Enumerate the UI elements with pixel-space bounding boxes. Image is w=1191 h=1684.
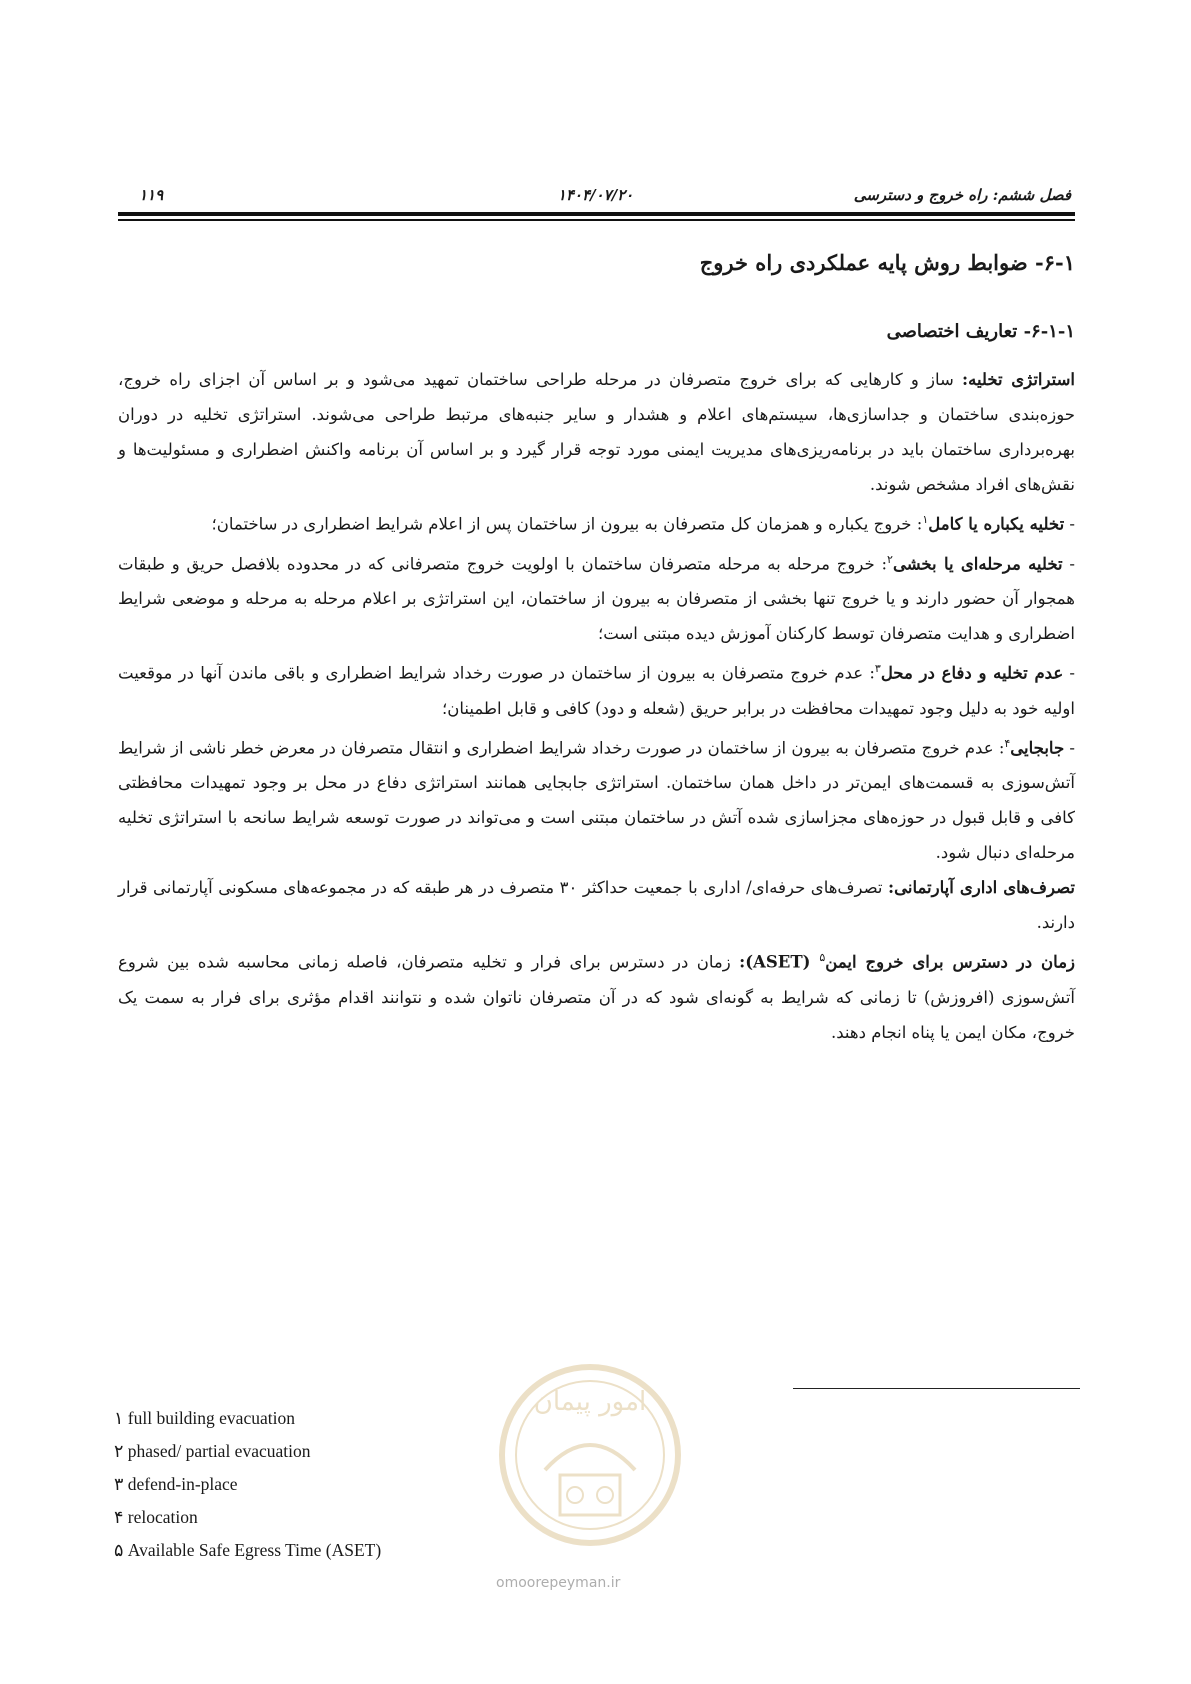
footnote-ref[interactable]: ۳ bbox=[874, 662, 881, 675]
footnote-ref[interactable]: ۴ bbox=[1004, 736, 1011, 750]
chapter-title: فصل ششم: راه خروج و دسترسی bbox=[853, 186, 1071, 204]
footnote-item: ۲ phased/ partial evacuation bbox=[114, 1441, 311, 1461]
footnote-ref[interactable]: ۱ bbox=[922, 513, 929, 526]
term-full-evacuation: تخلیه یکباره یا کامل bbox=[928, 514, 1065, 534]
list-item bbox=[118, 726, 1075, 871]
term-apartment-office: تصرف‌های اداری آپارتمانی: bbox=[888, 878, 1075, 897]
definition-text: : خروج یکباره و همزمان کل متصرفان به بیرون از ساختمان پس از اعلام شرایط اضطراری در ساختمان؛ bbox=[211, 514, 923, 534]
list-dash: - bbox=[1063, 663, 1075, 683]
footnote-item: ۵ Available Safe Egress Time (ASET) bbox=[114, 1540, 382, 1560]
aset-abbreviation: (ASET): bbox=[739, 952, 820, 972]
footnote-ref[interactable]: ۵ bbox=[819, 951, 826, 964]
list-item bbox=[118, 502, 1075, 542]
definition-text: تصرف‌های حرفه‌ای/ اداری با جمعیت حداکثر ۳۰ متصرف در هر طبقه که در مجموعه‌های مسکونی آپارتمانی قرار دارند. bbox=[118, 878, 1075, 932]
paragraph-apartment-office bbox=[118, 870, 1075, 940]
footnotes bbox=[114, 1402, 714, 1567]
page-number: ۱۱۹ bbox=[139, 186, 164, 204]
header-rule-thin bbox=[118, 219, 1075, 221]
definition-text: زمان در دسترس برای فرار و تخلیه متصرفان، فاصله زمانی محاسبه شده بین شروع آتش‌سوزی (افروزش) تا زمانی که شرایط به گونه‌ای شود که در آن متصرفان ناتوان شده و نتوانند اقدام مؤثری برای فرار به سمت یک خروج، مکان ایمن یا پناه انجام دهند. bbox=[118, 952, 1075, 1042]
term-phased-evacuation: تخلیه مرحله‌ای یا بخشی bbox=[892, 554, 1063, 573]
term-relocation: جابجایی bbox=[1010, 738, 1065, 757]
footnote-separator bbox=[793, 1388, 1080, 1389]
list-dash: - bbox=[1064, 738, 1075, 757]
paragraph-aset bbox=[118, 940, 1075, 1050]
header-rule-thick bbox=[118, 212, 1075, 216]
section-title: ۶-۱- ضوابط روش پایه عملکردی راه خروج bbox=[699, 250, 1075, 275]
term-evacuation-strategy: استراتژی تخلیه: bbox=[962, 370, 1076, 389]
watermark-url: omoorepeyman.ir bbox=[496, 1575, 621, 1591]
list-dash: - bbox=[1064, 514, 1075, 534]
page-header bbox=[120, 186, 1071, 208]
term-defend-in-place: عدم تخلیه و دفاع در محل bbox=[880, 663, 1064, 683]
subsection-title: ۶-۱-۱- تعاریف اختصاصی bbox=[886, 321, 1075, 342]
term-aset: زمان در دسترس برای خروج ایمن bbox=[825, 952, 1075, 972]
footnote-item: ۴ relocation bbox=[114, 1507, 198, 1527]
definition-text: ساز و کارهایی که برای خروج متصرفان در مرحله طراحی ساختمان تمهید می‌شود و بر اساس آن اجزای راه خروج، حوزه‌بندی ساختمان و جداسازی‌ها، سیستم‌های اعلام و هشدار و سایر جنبه‌های مرتبط طراحی می‌شوند. استراتژی تخلیه در دوران بهره‌برداری ساختمان باید در برنامه‌ریزی‌های مدیریت ایمنی مورد توجه قرار گیرد و بر اساس آن برنامه واکنش اضطراری و مسئولیت‌ها و نقش‌های افراد مشخص شوند. bbox=[118, 370, 1075, 494]
definition-text: : خروج مرحله به مرحله متصرفان ساختمان با اولویت خروج متصرفانی که در محدوده بلافصل حریق و طبقات همجوار آن حضور دارند و یا خروج تنها بخشی از متصرفان به بیرون از ساختمان، این استراتژی بر اعلام مرحله به مرحله و موضعی شرایط اضطراری و هدایت متصرفان توسط کارکنان آموزش دیده مبتنی است؛ bbox=[118, 554, 1075, 643]
footnote-ref[interactable]: ۲ bbox=[887, 552, 893, 566]
paragraph-evacuation-strategy bbox=[118, 362, 1075, 502]
definition-text: : عدم خروج متصرفان به بیرون از ساختمان در صورت رخداد شرایط اضطراری و انتقال متصرفان در معرض خطر ناشی از شرایط آتش‌سوزی به قسمت‌های ایمن‌تر در داخل همان ساختمان. استراتژی جابجایی همانند استراتژی دفاع در محل بر وجود تمهیدات محافظتی کافی و قابل قبول در حوزه‌های مجزاسازی شده آتش در ساختمان مبتنی است و می‌تواند در صورت توسعه شرایط سانحه با استراتژی تخلیه مرحله‌ای دنبال شود. bbox=[118, 738, 1075, 862]
footnote-item: ۱ full building evacuation bbox=[114, 1408, 295, 1428]
definition-text: : عدم خروج متصرفان به بیرون از ساختمان در صورت رخداد شرایط اضطراری و باقی ماندن آنها در موقعیت اولیه خود به دلیل وجود تمهیدات محافظت در برابر حریق (شعله و دود) کافی و قابل اطمینان؛ bbox=[118, 663, 1075, 718]
header-date: ۱۴۰۴/۰۷/۲۰ bbox=[557, 186, 634, 204]
main-content bbox=[118, 250, 1075, 1050]
list-dash: - bbox=[1062, 554, 1075, 573]
footnote-item: ۳ defend-in-place bbox=[114, 1474, 238, 1494]
watermark-logo-text: امور پیمان bbox=[533, 1387, 647, 1417]
list-item bbox=[118, 542, 1075, 652]
list-item bbox=[118, 651, 1075, 726]
